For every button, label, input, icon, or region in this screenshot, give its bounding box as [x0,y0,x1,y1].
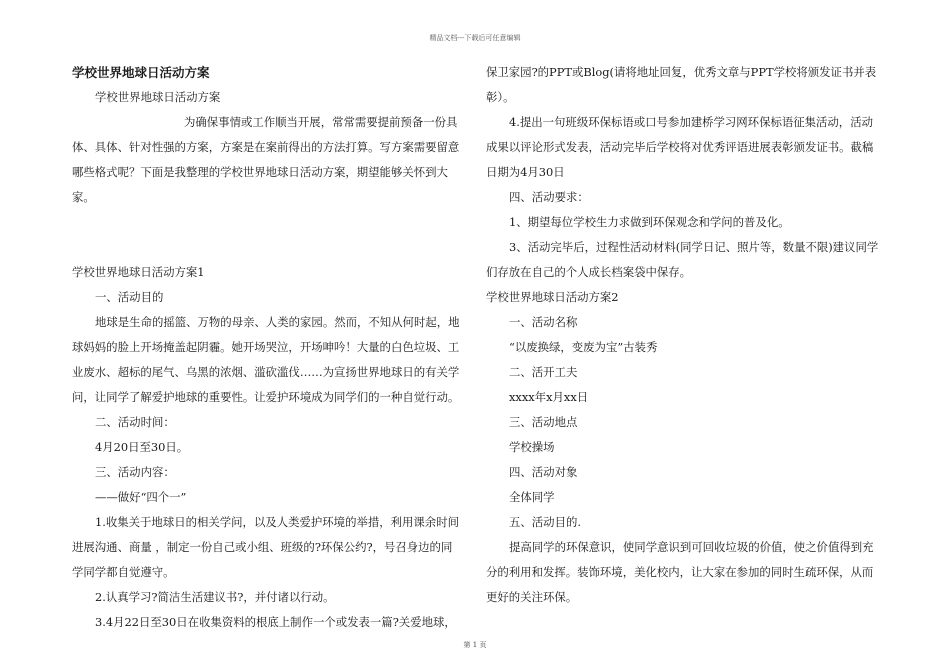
left-column [72,60,462,635]
activity-purpose-heading: 五、活动目的. [509,515,581,529]
page-footer: 第 1 页 [463,641,487,649]
activity-target-value: 全体同学 [509,490,555,504]
document-title: 学校世界地球日活动方案 [72,65,210,80]
plan1-heading: 学校世界地球日活动方案1 [72,265,205,279]
time-value: 4月20日至30日。 [95,440,189,454]
section-purpose-heading: 一、活动目的 [95,290,164,304]
content-item-1: 1.收集关于地球日的相关学问，以及人类爱护环境的举措，利用课余时间进展沟通、商量 ，制定一份自己或小组、班级的?环保公约?，号召身边的同学同学都自觉遵守。 [72,515,459,579]
activity-name-value: “以废换绿，变废为宝”古装秀 [509,340,658,354]
section-requirements-heading: 四、活动要求： [509,190,589,204]
activity-time-value: xxxx年x月xx日 [509,390,589,404]
content-item-2: 2.认真学习?简洁生活建议书?，并付诸以行动。 [95,590,335,604]
activity-purpose-paragraph: 提高同学的环保意识，使同学意识到可回收垃圾的价值，使之价值得到充分的利用和发挥。装饰环境，美化校内，让大家在参加的同时生疏环保，从而更好的关注环保。 [486,540,874,604]
plan2-heading: 学校世界地球日活动方案2 [486,290,619,304]
requirement-1: 1、期望每位学校生力求做到环保观念和学问的普及化。 [509,215,790,229]
requirement-3: 3、活动完毕后，过程性活动材料(同学日记、照片等，数量不限)建议同学们存放在自己的个人成长档案袋中保存。 [486,240,879,279]
activity-target-heading: 四、活动对象 [509,465,578,479]
purpose-paragraph: 地球是生命的摇篮、万物的母亲、人类的家园。然而，不知从何时起，地球妈妈的脸上开场掩盖起阴霾。她开场哭泣，开场呻吟！大量的白色垃圾、工业废水、超标的尾气、乌黑的浓烟、滥砍滥伐……为宣扬世界地球日的有关学问，让同学了解爱护地球的重要性。让爱护环境成为同学们的一种自觉行动。 [72,315,460,404]
activity-name-heading: 一、活动名称 [509,315,578,329]
right-column [486,60,880,610]
slogan-line: ——做好“四个一” [95,490,187,504]
content-item-4: 4.提出一句班级环保标语或口号参加建桥学习网环保标语征集活动，活动成果以评论形式发表，活动完毕后学校将对优秀评语进展表彰颁发证书。截稿日期为4月30日 [486,115,874,179]
activity-time-heading: 二、活开工夫 [509,365,578,379]
section-time-heading: 二、活动时间： [95,415,175,429]
intro-paragraph: 为确保事情或工作顺当开展，常常需要提前预备一份具体、具体、针对性强的方案，方案是在案前得出的方法打算。写方案需要留意哪些格式呢？下面是我整理的学校世界地球日活动方案，期望能够关怀到大家。 [72,115,460,204]
subtitle: 学校世界地球日活动方案 [95,90,221,104]
page-header: 精品文档---下载后可任意编辑 [429,34,521,42]
blank-space [72,210,462,260]
content-item-3: 3.4月22日至30日在收集资料的根底上制作一个或发表一篇?关爱地球， [95,615,456,629]
activity-location-heading: 三、活动地点 [509,415,578,429]
activity-location-value: 学校操场 [509,440,555,454]
section-content-heading: 三、活动内容： [95,465,175,479]
content-item-3-continued: 保卫家园?的PPT或Blog(请将地址回复，优秀文章与PPT学校将颁发证书并表彰）。 [486,65,877,104]
